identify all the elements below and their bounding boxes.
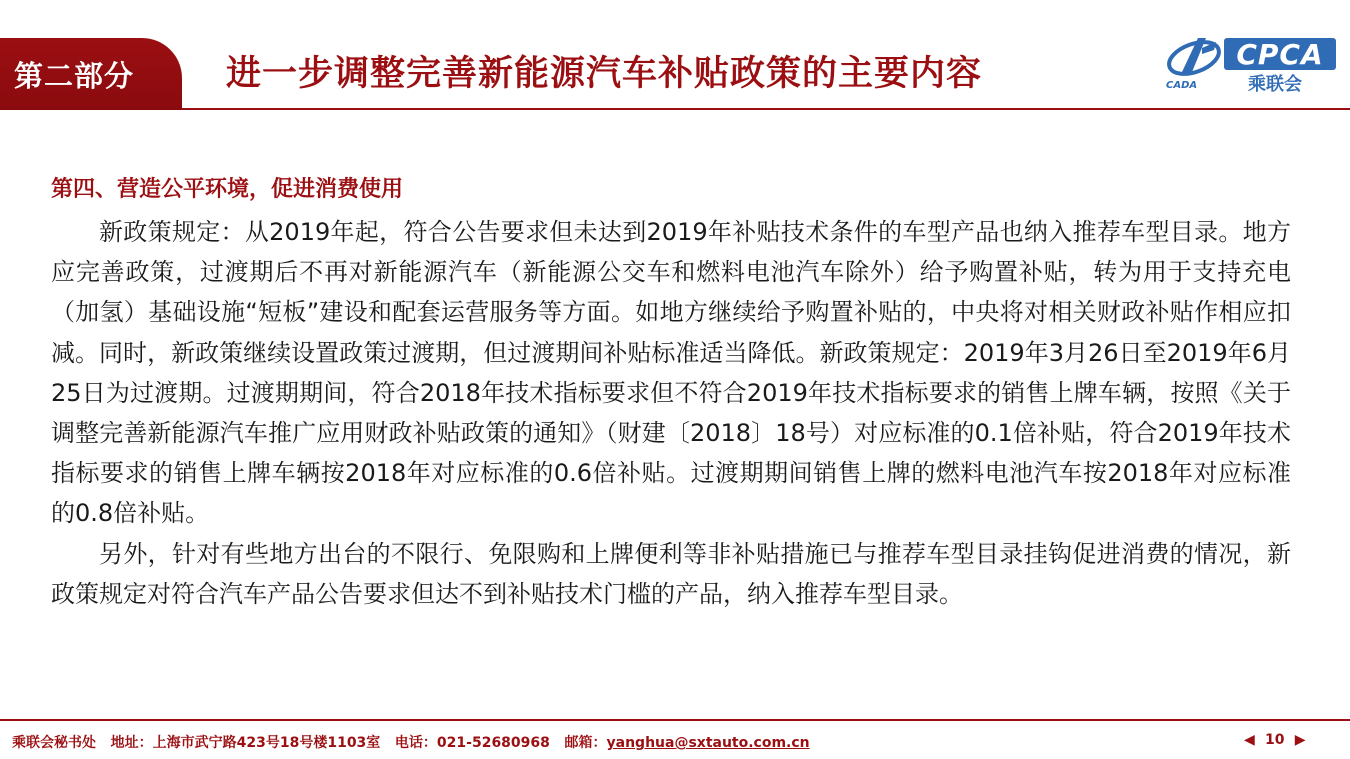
footer-email-link[interactable]: yanghua@sxtauto.com.cn <box>606 735 810 751</box>
section-tab <box>0 38 182 110</box>
cpca-badge <box>1224 38 1336 70</box>
triangle-right-icon[interactable]: ▶ <box>1294 732 1306 748</box>
section-label: 第二部分 <box>14 58 135 93</box>
body-paragraph: 另外，针对有些地方出台的不限行、免限购和上牌便利等非补贴措施已与推荐车型目录挂钩促进消费的情况，新政策规定对符合汽车产品公告要求但达不到补贴技术门槛的产品，纳入推荐车型目录。 <box>51 539 1291 608</box>
content-heading: 第四、营造公平环境，促进消费使用 <box>51 177 404 202</box>
triangle-left-icon[interactable]: ◀ <box>1244 732 1255 748</box>
page-title: 进一步调整完善新能源汽车补贴政策的主要内容 <box>226 54 983 94</box>
footer-phone: 电话：021-52680968 <box>394 735 550 751</box>
footer-org: 乘联会秘书处 <box>12 735 96 751</box>
page-navigator <box>1244 730 1306 750</box>
cada-text: CADA <box>1166 80 1198 91</box>
cada-emblem-icon <box>1162 28 1226 88</box>
footer-contact <box>12 732 810 752</box>
footer-divider <box>0 719 1350 721</box>
cpca-logo <box>1162 24 1340 98</box>
header-divider <box>182 108 1350 110</box>
footer-address: 地址：上海市武宁路423号18号楼1103室 <box>110 735 381 751</box>
page-number: 10 <box>1265 732 1285 748</box>
main-content <box>51 172 1291 614</box>
cpca-mark-text: CPCA <box>1236 37 1324 71</box>
logo-cn-text: 乘联会 <box>1248 74 1302 95</box>
footer-email-label: 邮箱： <box>564 735 607 751</box>
body-paragraph: 新政策规定：从2019年起，符合公告要求但未达到2019年补贴技术条件的车型产品也纳入推荐车型目录。地方应完善政策，过渡期后不再对新能源汽车（新能源公交车和燃料电池汽车除外）给予购置补贴，转为用于支持充电（加氢）基础设施“短板”建设和配套运营服务等方面。如地方继续给予购置补贴的，中央将对相关财政补贴作相应扣减。同时，新政策继续设置政策过渡期，但过渡期间补贴标准适当降低。新政策规定：2019年3月26日至2019年6月25日为过渡期。过渡期期间，符合2018年技术指标要求但不符合2019年技术指标要求的销售上牌车辆，按照《关于调整完善新能源汽车推广应用财政补贴政策的通知》（财建〔2018〕18号）对应标准的0.1倍补贴，符合2019年技术指标要求的销售上牌车辆按2018年对应标准的0.6倍补贴。过渡期期间销售上牌的燃料电池汽车按2018年对应标准的0.8倍补贴。 <box>51 218 1291 528</box>
